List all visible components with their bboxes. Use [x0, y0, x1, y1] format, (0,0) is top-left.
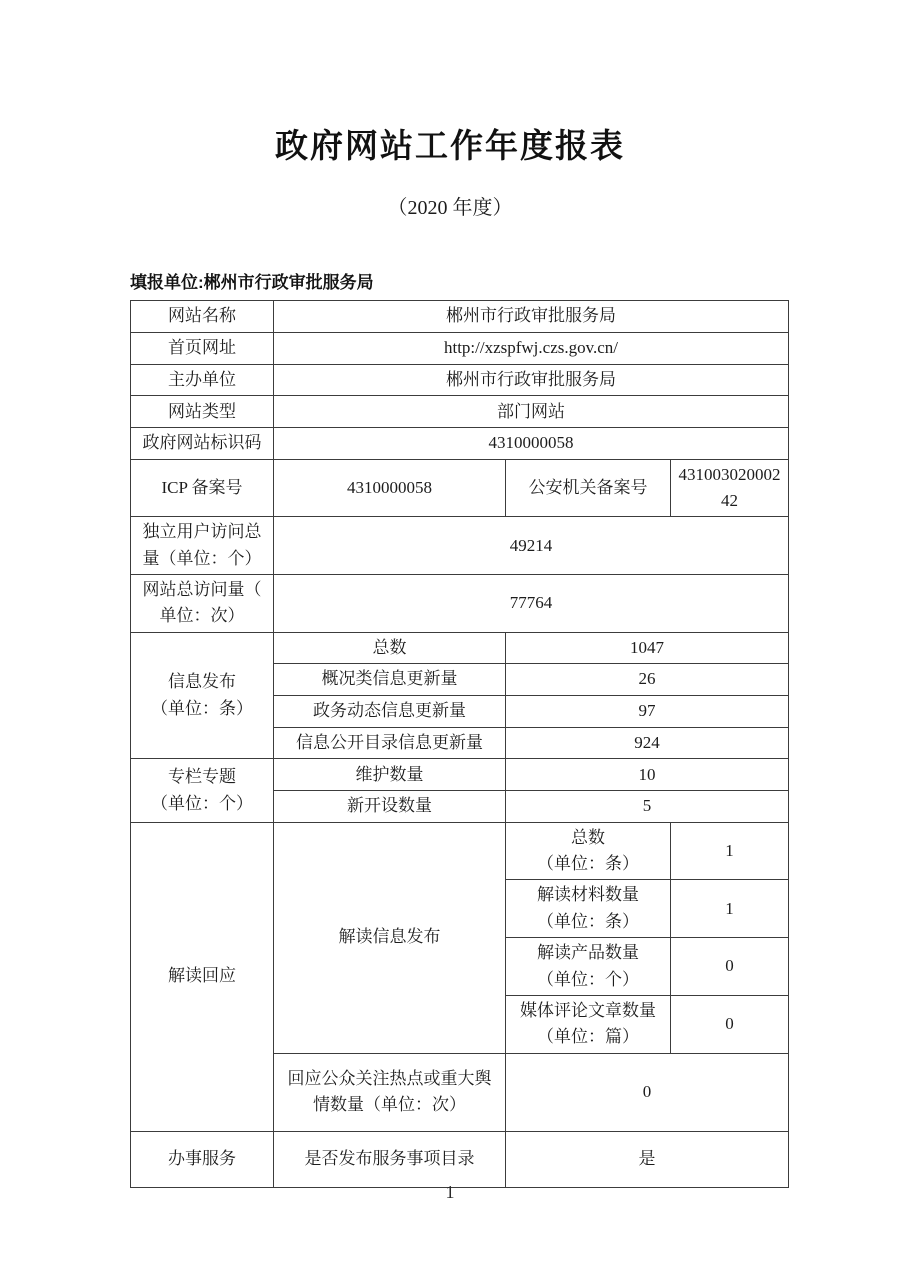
interpretation-media-label	[506, 995, 671, 1053]
special-columns-group-unit: （单位：个）	[151, 793, 253, 813]
table-row	[131, 333, 789, 365]
services-group-label: 办事服务	[131, 1131, 274, 1187]
interpretation-media-value: 0	[671, 995, 789, 1053]
icp-value: 4310000058	[274, 459, 506, 517]
interpretation-product-value: 0	[671, 938, 789, 996]
public-response-value: 0	[506, 1053, 789, 1131]
reporting-unit: 填报单位:郴州市行政审批服务局	[130, 273, 374, 292]
site-type-label: 网站类型	[131, 396, 274, 428]
interpretation-publish-label: 解读信息发布	[274, 822, 506, 1053]
unique-visitors-value: 49214	[274, 517, 789, 575]
site-type-value: 部门网站	[274, 396, 789, 428]
site-name-value: 郴州市行政审批服务局	[274, 301, 789, 333]
interpretation-product-label	[506, 938, 671, 996]
table-row	[131, 459, 789, 517]
table-row	[131, 517, 789, 575]
info-publish-total-label: 总数	[274, 632, 506, 663]
police-record-label: 公安机关备案号	[506, 459, 671, 517]
info-publish-news-label: 政务动态信息更新量	[274, 696, 506, 728]
interpretation-material-label	[506, 880, 671, 938]
interpretation-material-value: 1	[671, 880, 789, 938]
info-publish-total-value: 1047	[506, 632, 789, 663]
site-id-label: 政府网站标识码	[131, 428, 274, 459]
info-publish-catalog-label: 信息公开目录信息更新量	[274, 728, 506, 759]
info-publish-catalog-value: 924	[506, 728, 789, 759]
interpretation-product-title: 解读产品数量	[537, 943, 639, 963]
home-url-value: http://xzspfwj.czs.gov.cn/	[274, 333, 789, 365]
info-publish-overview-value: 26	[506, 664, 789, 696]
table-row	[131, 396, 789, 428]
info-publish-group-unit: （单位：条）	[151, 698, 253, 718]
organizer-label: 主办单位	[131, 365, 274, 396]
info-publish-overview-label: 概况类信息更新量	[274, 664, 506, 696]
icp-label: ICP 备案号	[131, 459, 274, 517]
page-subtitle: （2020 年度）	[387, 197, 513, 219]
info-publish-news-value: 97	[506, 696, 789, 728]
page-number: 1	[445, 1182, 455, 1202]
table-row	[131, 365, 789, 396]
special-columns-new-value: 5	[506, 791, 789, 822]
police-record-value: 43100302000242	[671, 459, 789, 517]
table-row	[131, 301, 789, 333]
unique-visitors-label: 独立用户访问总量（单位：个）	[131, 517, 274, 575]
special-columns-group-title: 专栏专题	[168, 767, 236, 787]
organizer-value: 郴州市行政审批服务局	[274, 365, 789, 396]
special-columns-maintained-value: 10	[506, 759, 789, 791]
page-title: 政府网站工作年度报表	[275, 127, 625, 164]
total-visits-label: 网站总访问量（单位：次）	[131, 575, 274, 633]
service-catalog-label: 是否发布服务事项目录	[274, 1131, 506, 1187]
interpretation-group-label: 解读回应	[131, 822, 274, 1131]
interpretation-total-label	[506, 822, 671, 880]
interpretation-media-unit: （单位：篇）	[537, 1027, 639, 1047]
table-row	[131, 1131, 789, 1187]
interpretation-total-title: 总数	[571, 827, 605, 847]
interpretation-total-value: 1	[671, 822, 789, 880]
special-columns-maintained-label: 维护数量	[274, 759, 506, 791]
interpretation-product-unit: （单位：个）	[537, 969, 639, 989]
interpretation-material-title: 解读材料数量	[537, 885, 639, 905]
table-row	[131, 575, 789, 633]
interpretation-total-unit: （单位：条）	[537, 854, 639, 874]
table-row	[131, 632, 789, 663]
service-catalog-value: 是	[506, 1131, 789, 1187]
annual-report-table	[130, 300, 789, 1188]
table-row	[131, 428, 789, 459]
home-url-label: 首页网址	[131, 333, 274, 365]
table-row	[131, 822, 789, 880]
public-response-label: 回应公众关注热点或重大舆情数量（单位：次）	[274, 1053, 506, 1131]
special-columns-new-label: 新开设数量	[274, 791, 506, 822]
site-id-value: 4310000058	[274, 428, 789, 459]
info-publish-group-title: 信息发布	[168, 672, 236, 692]
site-name-label: 网站名称	[131, 301, 274, 333]
total-visits-value: 77764	[274, 575, 789, 633]
interpretation-media-title: 媒体评论文章数量	[520, 1000, 656, 1020]
special-columns-group-label	[131, 759, 274, 822]
table-row	[131, 759, 789, 791]
info-publish-group-label	[131, 632, 274, 759]
interpretation-material-unit: （单位：条）	[537, 911, 639, 931]
